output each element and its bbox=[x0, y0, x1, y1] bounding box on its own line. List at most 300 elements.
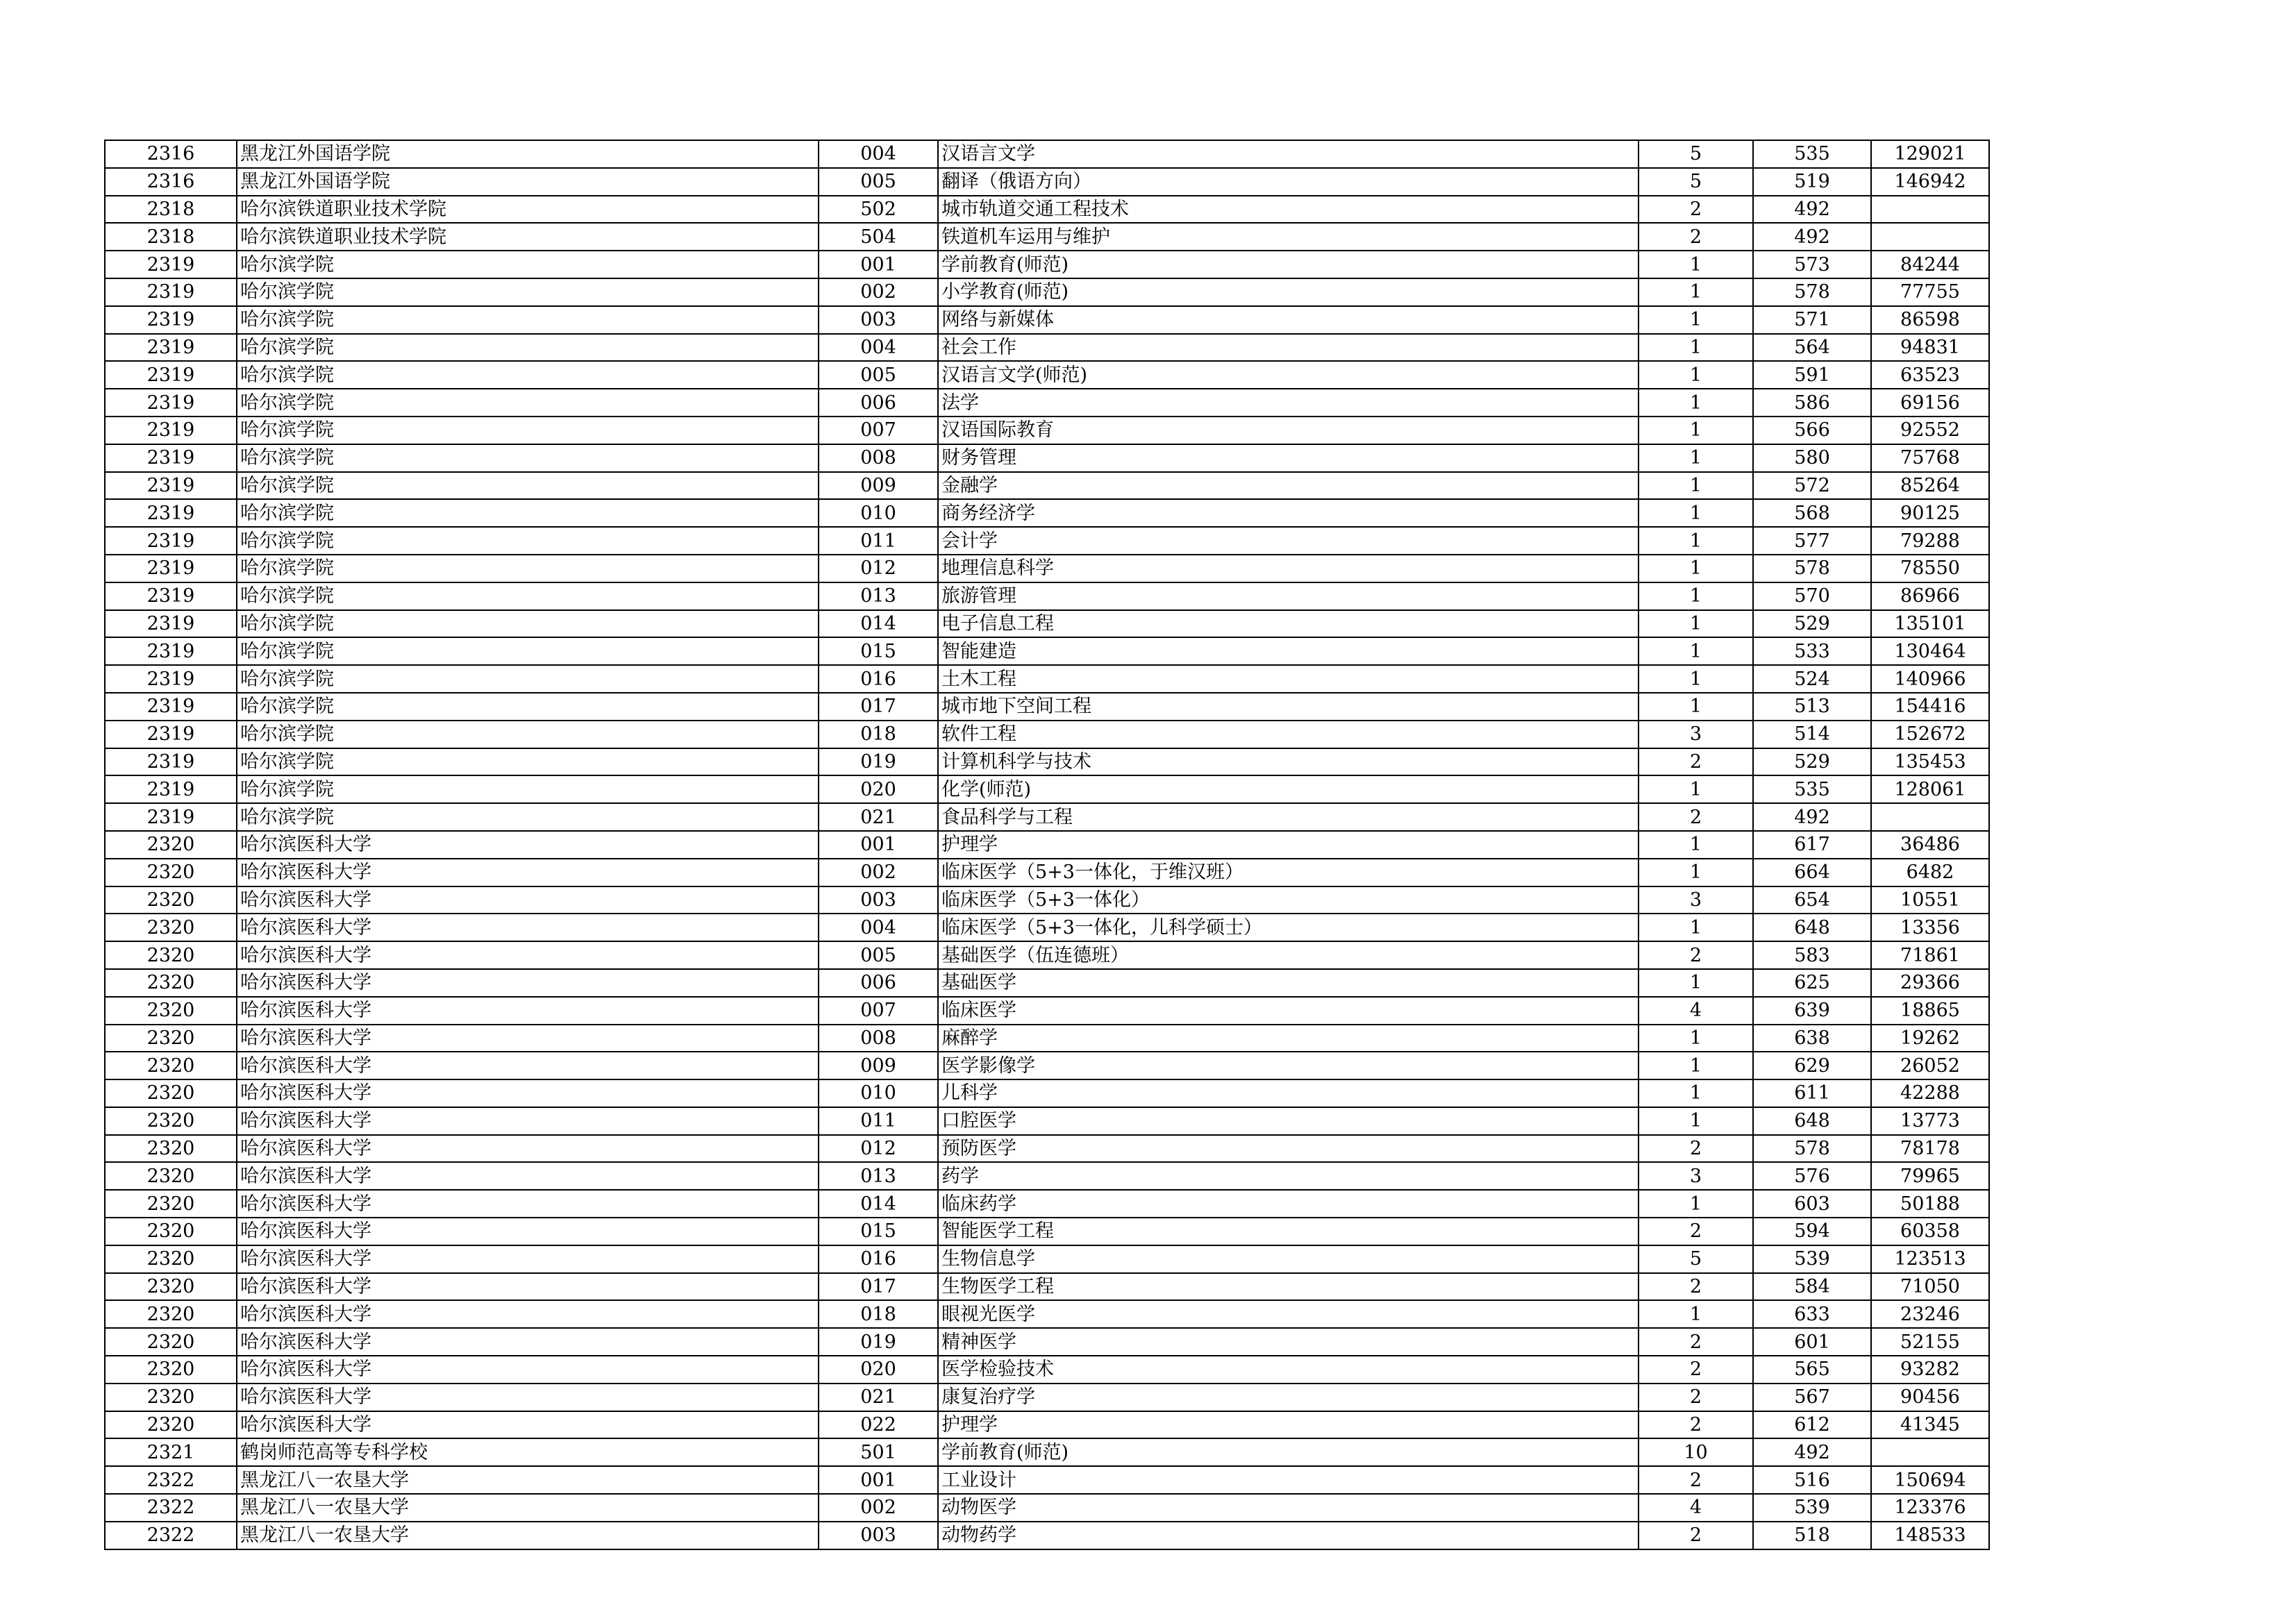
plan-count-cell: 5 bbox=[1639, 1245, 1753, 1273]
plan-count-cell: 3 bbox=[1639, 1162, 1753, 1190]
major-name-cell: 小学教育(师范) bbox=[938, 278, 1639, 306]
school-code-cell: 2319 bbox=[105, 278, 237, 306]
plan-count-cell: 5 bbox=[1639, 140, 1753, 168]
table-row bbox=[105, 1356, 1989, 1384]
major-name-cell: 智能建造 bbox=[938, 637, 1639, 665]
min-score-cell: 565 bbox=[1753, 1356, 1871, 1384]
table-row bbox=[105, 1135, 1989, 1163]
school-name-cell: 哈尔滨学院 bbox=[237, 555, 819, 582]
table-row bbox=[105, 361, 1989, 389]
major-name-cell: 护理学 bbox=[938, 1411, 1639, 1439]
min-score-cell: 578 bbox=[1753, 1135, 1871, 1163]
table-row bbox=[105, 914, 1989, 941]
table-row bbox=[105, 1245, 1989, 1273]
school-name-cell: 哈尔滨学院 bbox=[237, 665, 819, 693]
table-row bbox=[105, 803, 1989, 831]
school-code-cell: 2320 bbox=[105, 1356, 237, 1384]
major-code-cell: 003 bbox=[819, 886, 938, 914]
min-rank-cell: 60358 bbox=[1871, 1218, 1989, 1245]
plan-count-cell: 1 bbox=[1639, 665, 1753, 693]
major-code-cell: 010 bbox=[819, 1079, 938, 1107]
min-score-cell: 576 bbox=[1753, 1162, 1871, 1190]
table-row bbox=[105, 1107, 1989, 1135]
table-body bbox=[105, 140, 1989, 1549]
school-name-cell: 黑龙江八一农垦大学 bbox=[237, 1466, 819, 1494]
min-rank-cell: 41345 bbox=[1871, 1411, 1989, 1439]
major-code-cell: 017 bbox=[819, 693, 938, 721]
school-name-cell: 哈尔滨学院 bbox=[237, 444, 819, 472]
major-code-cell: 005 bbox=[819, 361, 938, 389]
plan-count-cell: 2 bbox=[1639, 803, 1753, 831]
plan-count-cell: 1 bbox=[1639, 1052, 1753, 1079]
school-code-cell: 2320 bbox=[105, 1135, 237, 1163]
school-name-cell: 哈尔滨学院 bbox=[237, 278, 819, 306]
table-row bbox=[105, 997, 1989, 1025]
school-name-cell: 哈尔滨医科大学 bbox=[237, 941, 819, 969]
plan-count-cell: 1 bbox=[1639, 637, 1753, 665]
school-code-cell: 2319 bbox=[105, 582, 237, 610]
table-row bbox=[105, 444, 1989, 472]
min-score-cell: 611 bbox=[1753, 1079, 1871, 1107]
school-name-cell: 哈尔滨医科大学 bbox=[237, 886, 819, 914]
school-code-cell: 2320 bbox=[105, 1245, 237, 1273]
major-name-cell: 康复治疗学 bbox=[938, 1384, 1639, 1411]
min-rank-cell: 26052 bbox=[1871, 1052, 1989, 1079]
table-row bbox=[105, 306, 1989, 334]
school-name-cell: 哈尔滨学院 bbox=[237, 610, 819, 638]
min-rank-cell: 71050 bbox=[1871, 1273, 1989, 1301]
min-rank-cell: 85264 bbox=[1871, 472, 1989, 500]
school-name-cell: 哈尔滨学院 bbox=[237, 582, 819, 610]
min-rank-cell: 10551 bbox=[1871, 886, 1989, 914]
major-name-cell: 临床医学（5+3一体化，儿科学硕士） bbox=[938, 914, 1639, 941]
major-code-cell: 020 bbox=[819, 775, 938, 803]
table-row bbox=[105, 499, 1989, 527]
min-score-cell: 533 bbox=[1753, 637, 1871, 665]
major-name-cell: 会计学 bbox=[938, 527, 1639, 555]
plan-count-cell: 2 bbox=[1639, 1356, 1753, 1384]
plan-count-cell: 4 bbox=[1639, 997, 1753, 1025]
school-code-cell: 2320 bbox=[105, 1162, 237, 1190]
major-code-cell: 011 bbox=[819, 1107, 938, 1135]
min-score-cell: 625 bbox=[1753, 969, 1871, 997]
table-row bbox=[105, 610, 1989, 638]
school-name-cell: 哈尔滨铁道职业技术学院 bbox=[237, 196, 819, 224]
admission-score-table bbox=[104, 140, 1990, 1550]
major-name-cell: 地理信息科学 bbox=[938, 555, 1639, 582]
major-code-cell: 002 bbox=[819, 1494, 938, 1522]
major-code-cell: 003 bbox=[819, 306, 938, 334]
major-name-cell: 智能医学工程 bbox=[938, 1218, 1639, 1245]
school-code-cell: 2320 bbox=[105, 997, 237, 1025]
major-name-cell: 旅游管理 bbox=[938, 582, 1639, 610]
table-row bbox=[105, 775, 1989, 803]
min-score-cell: 492 bbox=[1753, 803, 1871, 831]
table-row bbox=[105, 941, 1989, 969]
plan-count-cell: 1 bbox=[1639, 1025, 1753, 1052]
major-name-cell: 临床药学 bbox=[938, 1190, 1639, 1218]
min-score-cell: 594 bbox=[1753, 1218, 1871, 1245]
plan-count-cell: 2 bbox=[1639, 1273, 1753, 1301]
table-row bbox=[105, 1522, 1989, 1549]
min-rank-cell: 140966 bbox=[1871, 665, 1989, 693]
school-name-cell: 哈尔滨医科大学 bbox=[237, 1107, 819, 1135]
school-name-cell: 哈尔滨医科大学 bbox=[237, 859, 819, 886]
min-score-cell: 492 bbox=[1753, 1438, 1871, 1466]
school-name-cell: 哈尔滨医科大学 bbox=[237, 1300, 819, 1328]
min-score-cell: 529 bbox=[1753, 748, 1871, 776]
school-name-cell: 哈尔滨医科大学 bbox=[237, 1384, 819, 1411]
major-name-cell: 护理学 bbox=[938, 831, 1639, 859]
school-name-cell: 哈尔滨学院 bbox=[237, 389, 819, 417]
school-code-cell: 2319 bbox=[105, 499, 237, 527]
min-score-cell: 577 bbox=[1753, 527, 1871, 555]
school-code-cell: 2316 bbox=[105, 140, 237, 168]
table-row bbox=[105, 278, 1989, 306]
min-rank-cell bbox=[1871, 803, 1989, 831]
min-rank-cell: 52155 bbox=[1871, 1328, 1989, 1356]
plan-count-cell: 1 bbox=[1639, 1107, 1753, 1135]
major-name-cell: 基础医学（伍连德班） bbox=[938, 941, 1639, 969]
table-row bbox=[105, 1273, 1989, 1301]
min-rank-cell: 13773 bbox=[1871, 1107, 1989, 1135]
min-rank-cell: 123513 bbox=[1871, 1245, 1989, 1273]
school-code-cell: 2319 bbox=[105, 748, 237, 776]
plan-count-cell: 1 bbox=[1639, 1079, 1753, 1107]
major-code-cell: 004 bbox=[819, 140, 938, 168]
plan-count-cell: 2 bbox=[1639, 1411, 1753, 1439]
min-rank-cell: 154416 bbox=[1871, 693, 1989, 721]
table-row bbox=[105, 748, 1989, 776]
major-code-cell: 001 bbox=[819, 1466, 938, 1494]
plan-count-cell: 1 bbox=[1639, 775, 1753, 803]
major-code-cell: 013 bbox=[819, 1162, 938, 1190]
min-score-cell: 535 bbox=[1753, 140, 1871, 168]
min-rank-cell: 23246 bbox=[1871, 1300, 1989, 1328]
school-code-cell: 2319 bbox=[105, 610, 237, 638]
table-row bbox=[105, 859, 1989, 886]
min-rank-cell: 146942 bbox=[1871, 168, 1989, 196]
major-code-cell: 020 bbox=[819, 1356, 938, 1384]
plan-count-cell: 4 bbox=[1639, 1494, 1753, 1522]
school-name-cell: 黑龙江八一农垦大学 bbox=[237, 1494, 819, 1522]
school-code-cell: 2319 bbox=[105, 637, 237, 665]
major-name-cell: 翻译（俄语方向） bbox=[938, 168, 1639, 196]
school-code-cell: 2319 bbox=[105, 389, 237, 417]
plan-count-cell: 1 bbox=[1639, 831, 1753, 859]
min-score-cell: 568 bbox=[1753, 499, 1871, 527]
table-row bbox=[105, 1466, 1989, 1494]
table-row bbox=[105, 693, 1989, 721]
school-name-cell: 哈尔滨医科大学 bbox=[237, 969, 819, 997]
min-rank-cell: 50188 bbox=[1871, 1190, 1989, 1218]
min-rank-cell: 78550 bbox=[1871, 555, 1989, 582]
min-score-cell: 584 bbox=[1753, 1273, 1871, 1301]
major-code-cell: 001 bbox=[819, 251, 938, 278]
school-name-cell: 哈尔滨学院 bbox=[237, 748, 819, 776]
major-name-cell: 食品科学与工程 bbox=[938, 803, 1639, 831]
school-name-cell: 哈尔滨学院 bbox=[237, 499, 819, 527]
min-score-cell: 654 bbox=[1753, 886, 1871, 914]
major-code-cell: 017 bbox=[819, 1273, 938, 1301]
plan-count-cell: 10 bbox=[1639, 1438, 1753, 1466]
plan-count-cell: 1 bbox=[1639, 914, 1753, 941]
major-code-cell: 005 bbox=[819, 168, 938, 196]
table-row bbox=[105, 389, 1989, 417]
major-code-cell: 004 bbox=[819, 914, 938, 941]
school-code-cell: 2320 bbox=[105, 1025, 237, 1052]
min-score-cell: 573 bbox=[1753, 251, 1871, 278]
min-rank-cell: 86598 bbox=[1871, 306, 1989, 334]
table-row bbox=[105, 1300, 1989, 1328]
table-row bbox=[105, 1411, 1989, 1439]
school-name-cell: 哈尔滨医科大学 bbox=[237, 914, 819, 941]
min-rank-cell: 123376 bbox=[1871, 1494, 1989, 1522]
plan-count-cell: 1 bbox=[1639, 278, 1753, 306]
plan-count-cell: 2 bbox=[1639, 1218, 1753, 1245]
major-name-cell: 生物医学工程 bbox=[938, 1273, 1639, 1301]
school-code-cell: 2319 bbox=[105, 803, 237, 831]
table-row bbox=[105, 637, 1989, 665]
major-code-cell: 002 bbox=[819, 278, 938, 306]
school-name-cell: 哈尔滨学院 bbox=[237, 251, 819, 278]
plan-count-cell: 1 bbox=[1639, 472, 1753, 500]
min-score-cell: 492 bbox=[1753, 223, 1871, 251]
min-rank-cell: 148533 bbox=[1871, 1522, 1989, 1549]
min-score-cell: 571 bbox=[1753, 306, 1871, 334]
plan-count-cell: 1 bbox=[1639, 527, 1753, 555]
major-name-cell: 汉语言文学 bbox=[938, 140, 1639, 168]
school-name-cell: 哈尔滨医科大学 bbox=[237, 1190, 819, 1218]
table-row bbox=[105, 1328, 1989, 1356]
school-name-cell: 哈尔滨学院 bbox=[237, 417, 819, 444]
table-row bbox=[105, 196, 1989, 224]
major-code-cell: 019 bbox=[819, 748, 938, 776]
table-row bbox=[105, 223, 1989, 251]
major-name-cell: 社会工作 bbox=[938, 334, 1639, 362]
plan-count-cell: 2 bbox=[1639, 748, 1753, 776]
min-score-cell: 633 bbox=[1753, 1300, 1871, 1328]
table-row bbox=[105, 1494, 1989, 1522]
major-code-cell: 001 bbox=[819, 831, 938, 859]
table-row bbox=[105, 721, 1989, 748]
plan-count-cell: 2 bbox=[1639, 1328, 1753, 1356]
school-name-cell: 哈尔滨医科大学 bbox=[237, 1218, 819, 1245]
plan-count-cell: 1 bbox=[1639, 417, 1753, 444]
min-rank-cell: 19262 bbox=[1871, 1025, 1989, 1052]
major-name-cell: 法学 bbox=[938, 389, 1639, 417]
major-name-cell: 汉语言文学(师范) bbox=[938, 361, 1639, 389]
school-name-cell: 哈尔滨医科大学 bbox=[237, 1162, 819, 1190]
min-score-cell: 535 bbox=[1753, 775, 1871, 803]
major-code-cell: 003 bbox=[819, 1522, 938, 1549]
plan-count-cell: 1 bbox=[1639, 1300, 1753, 1328]
min-score-cell: 516 bbox=[1753, 1466, 1871, 1494]
major-code-cell: 016 bbox=[819, 665, 938, 693]
school-code-cell: 2320 bbox=[105, 1218, 237, 1245]
table-row bbox=[105, 1438, 1989, 1466]
min-rank-cell: 135101 bbox=[1871, 610, 1989, 638]
min-rank-cell: 90456 bbox=[1871, 1384, 1989, 1411]
school-code-cell: 2320 bbox=[105, 1411, 237, 1439]
major-code-cell: 015 bbox=[819, 1218, 938, 1245]
min-score-cell: 524 bbox=[1753, 665, 1871, 693]
min-score-cell: 572 bbox=[1753, 472, 1871, 500]
table-row bbox=[105, 1218, 1989, 1245]
school-name-cell: 哈尔滨学院 bbox=[237, 361, 819, 389]
plan-count-cell: 1 bbox=[1639, 361, 1753, 389]
school-code-cell: 2322 bbox=[105, 1522, 237, 1549]
major-name-cell: 动物医学 bbox=[938, 1494, 1639, 1522]
table-row bbox=[105, 1190, 1989, 1218]
min-rank-cell: 130464 bbox=[1871, 637, 1989, 665]
min-score-cell: 612 bbox=[1753, 1411, 1871, 1439]
table-row bbox=[105, 140, 1989, 168]
min-rank-cell: 75768 bbox=[1871, 444, 1989, 472]
major-name-cell: 软件工程 bbox=[938, 721, 1639, 748]
school-name-cell: 哈尔滨铁道职业技术学院 bbox=[237, 223, 819, 251]
plan-count-cell: 3 bbox=[1639, 721, 1753, 748]
plan-count-cell: 2 bbox=[1639, 941, 1753, 969]
school-name-cell: 哈尔滨医科大学 bbox=[237, 1356, 819, 1384]
table-row bbox=[105, 527, 1989, 555]
school-name-cell: 哈尔滨学院 bbox=[237, 527, 819, 555]
school-name-cell: 黑龙江外国语学院 bbox=[237, 168, 819, 196]
plan-count-cell: 1 bbox=[1639, 610, 1753, 638]
school-name-cell: 哈尔滨医科大学 bbox=[237, 1025, 819, 1052]
plan-count-cell: 1 bbox=[1639, 306, 1753, 334]
major-name-cell: 金融学 bbox=[938, 472, 1639, 500]
plan-count-cell: 2 bbox=[1639, 1135, 1753, 1163]
school-code-cell: 2320 bbox=[105, 1300, 237, 1328]
school-name-cell: 哈尔滨医科大学 bbox=[237, 997, 819, 1025]
school-code-cell: 2319 bbox=[105, 555, 237, 582]
school-code-cell: 2320 bbox=[105, 1079, 237, 1107]
plan-count-cell: 1 bbox=[1639, 859, 1753, 886]
school-name-cell: 哈尔滨医科大学 bbox=[237, 1245, 819, 1273]
major-code-cell: 006 bbox=[819, 389, 938, 417]
major-name-cell: 工业设计 bbox=[938, 1466, 1639, 1494]
min-score-cell: 519 bbox=[1753, 168, 1871, 196]
school-code-cell: 2320 bbox=[105, 1190, 237, 1218]
min-rank-cell bbox=[1871, 196, 1989, 224]
min-rank-cell: 13356 bbox=[1871, 914, 1989, 941]
major-name-cell: 学前教育(师范) bbox=[938, 251, 1639, 278]
min-rank-cell: 36486 bbox=[1871, 831, 1989, 859]
min-score-cell: 603 bbox=[1753, 1190, 1871, 1218]
min-score-cell: 564 bbox=[1753, 334, 1871, 362]
major-code-cell: 005 bbox=[819, 941, 938, 969]
major-name-cell: 动物药学 bbox=[938, 1522, 1639, 1549]
plan-count-cell: 2 bbox=[1639, 1466, 1753, 1494]
school-code-cell: 2320 bbox=[105, 914, 237, 941]
major-name-cell: 土木工程 bbox=[938, 665, 1639, 693]
major-name-cell: 麻醉学 bbox=[938, 1025, 1639, 1052]
min-score-cell: 664 bbox=[1753, 859, 1871, 886]
min-rank-cell: 86966 bbox=[1871, 582, 1989, 610]
school-code-cell: 2319 bbox=[105, 306, 237, 334]
plan-count-cell: 1 bbox=[1639, 969, 1753, 997]
school-code-cell: 2319 bbox=[105, 775, 237, 803]
plan-count-cell: 1 bbox=[1639, 389, 1753, 417]
major-name-cell: 预防医学 bbox=[938, 1135, 1639, 1163]
min-score-cell: 648 bbox=[1753, 1107, 1871, 1135]
plan-count-cell: 5 bbox=[1639, 168, 1753, 196]
min-rank-cell: 129021 bbox=[1871, 140, 1989, 168]
school-code-cell: 2320 bbox=[105, 1384, 237, 1411]
school-name-cell: 哈尔滨医科大学 bbox=[237, 1328, 819, 1356]
table-row bbox=[105, 886, 1989, 914]
table-row bbox=[105, 168, 1989, 196]
min-rank-cell: 93282 bbox=[1871, 1356, 1989, 1384]
table-row bbox=[105, 334, 1989, 362]
min-score-cell: 578 bbox=[1753, 555, 1871, 582]
major-code-cell: 502 bbox=[819, 196, 938, 224]
school-name-cell: 黑龙江八一农垦大学 bbox=[237, 1522, 819, 1549]
min-score-cell: 570 bbox=[1753, 582, 1871, 610]
plan-count-cell: 1 bbox=[1639, 444, 1753, 472]
school-code-cell: 2319 bbox=[105, 361, 237, 389]
school-code-cell: 2322 bbox=[105, 1466, 237, 1494]
min-rank-cell: 92552 bbox=[1871, 417, 1989, 444]
table-row bbox=[105, 1052, 1989, 1079]
school-code-cell: 2319 bbox=[105, 334, 237, 362]
min-rank-cell: 150694 bbox=[1871, 1466, 1989, 1494]
school-code-cell: 2316 bbox=[105, 168, 237, 196]
table-row bbox=[105, 1384, 1989, 1411]
min-score-cell: 586 bbox=[1753, 389, 1871, 417]
min-score-cell: 567 bbox=[1753, 1384, 1871, 1411]
school-name-cell: 哈尔滨学院 bbox=[237, 472, 819, 500]
school-name-cell: 黑龙江外国语学院 bbox=[237, 140, 819, 168]
major-name-cell: 城市轨道交通工程技术 bbox=[938, 196, 1639, 224]
min-rank-cell bbox=[1871, 1438, 1989, 1466]
school-name-cell: 哈尔滨学院 bbox=[237, 637, 819, 665]
school-name-cell: 哈尔滨医科大学 bbox=[237, 831, 819, 859]
school-name-cell: 哈尔滨学院 bbox=[237, 306, 819, 334]
min-rank-cell: 79965 bbox=[1871, 1162, 1989, 1190]
min-score-cell: 591 bbox=[1753, 361, 1871, 389]
min-score-cell: 529 bbox=[1753, 610, 1871, 638]
school-code-cell: 2322 bbox=[105, 1494, 237, 1522]
major-name-cell: 眼视光医学 bbox=[938, 1300, 1639, 1328]
major-code-cell: 501 bbox=[819, 1438, 938, 1466]
school-code-cell: 2320 bbox=[105, 859, 237, 886]
plan-count-cell: 2 bbox=[1639, 1384, 1753, 1411]
school-name-cell: 哈尔滨医科大学 bbox=[237, 1135, 819, 1163]
school-code-cell: 2320 bbox=[105, 1107, 237, 1135]
school-code-cell: 2320 bbox=[105, 831, 237, 859]
plan-count-cell: 2 bbox=[1639, 1522, 1753, 1549]
major-name-cell: 城市地下空间工程 bbox=[938, 693, 1639, 721]
major-code-cell: 008 bbox=[819, 1025, 938, 1052]
school-code-cell: 2319 bbox=[105, 251, 237, 278]
min-rank-cell: 78178 bbox=[1871, 1135, 1989, 1163]
plan-count-cell: 1 bbox=[1639, 251, 1753, 278]
major-code-cell: 008 bbox=[819, 444, 938, 472]
min-score-cell: 648 bbox=[1753, 914, 1871, 941]
min-score-cell: 578 bbox=[1753, 278, 1871, 306]
table-row bbox=[105, 251, 1989, 278]
major-code-cell: 004 bbox=[819, 334, 938, 362]
table-row bbox=[105, 831, 1989, 859]
min-score-cell: 539 bbox=[1753, 1494, 1871, 1522]
min-score-cell: 518 bbox=[1753, 1522, 1871, 1549]
major-code-cell: 011 bbox=[819, 527, 938, 555]
major-code-cell: 012 bbox=[819, 555, 938, 582]
min-rank-cell: 79288 bbox=[1871, 527, 1989, 555]
major-name-cell: 临床医学（5+3一体化） bbox=[938, 886, 1639, 914]
